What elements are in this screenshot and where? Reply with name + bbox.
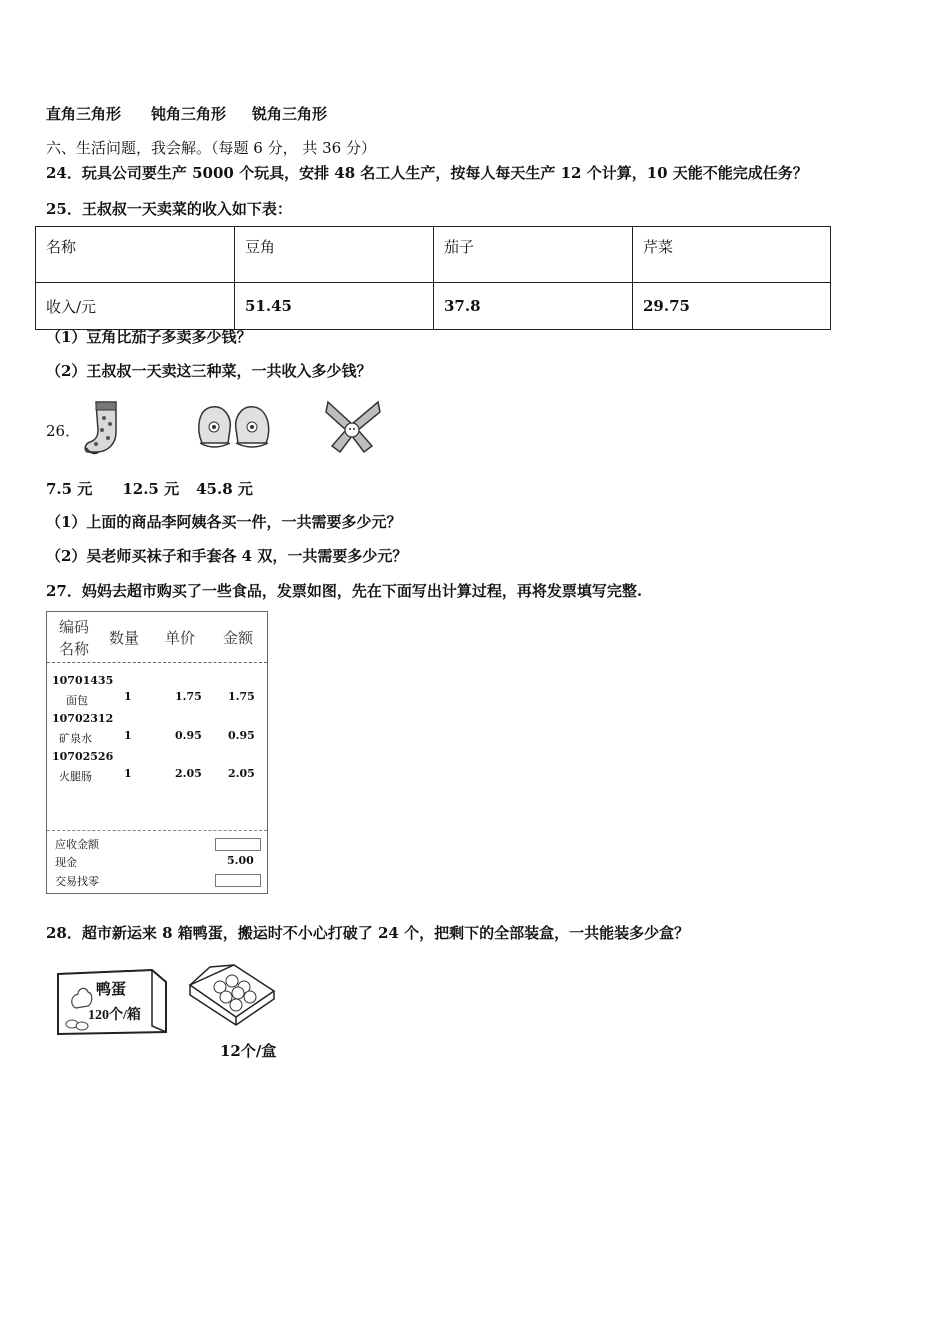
- receipt-item-code: 10701435: [52, 674, 114, 687]
- question-26-part-2: （2）吴老师买袜子和手套各 4 双，一共需要多少元？: [46, 547, 408, 565]
- question-25-part-2: （2）王叔叔一天卖这三种菜，一共收入多少钱？: [46, 362, 372, 380]
- receipt-item-name: 面包: [66, 694, 88, 707]
- egg-box-title: 鸭蛋: [96, 982, 127, 998]
- egg-carton-image: [186, 961, 278, 1027]
- receipt-due-blank[interactable]: [215, 838, 261, 851]
- receipt-change-blank[interactable]: [215, 874, 261, 887]
- egg-box-drawing: [52, 966, 170, 1038]
- receipt-item-name: 矿泉水: [59, 732, 92, 745]
- receipt-header-qty: 数量: [109, 629, 140, 647]
- question-28: 28．超市新运来 8 箱鸭蛋，搬运时不小心打破了 24 个，把剩下的全部装盒，一共能装多少盒？: [46, 924, 690, 942]
- receipt-item-qty: 1: [124, 690, 132, 703]
- table-cell: 名称: [36, 227, 235, 283]
- sock-image: [82, 398, 132, 456]
- table-cell: 收入/元: [36, 283, 235, 330]
- question-26-part-1: （1）上面的商品李阿姨各买一件，一共需要多少元？: [46, 513, 402, 531]
- receipt-item-price: 2.05: [175, 767, 202, 780]
- receipt-divider: [47, 830, 267, 831]
- section-6-heading: 六、生活问题，我会解。（每题 6 分， 共 36 分）: [46, 139, 376, 157]
- receipt-item-code: 10702312: [52, 712, 114, 725]
- scarf-price: 45.8 元: [196, 480, 253, 498]
- mittens-price: 12.5 元: [122, 480, 180, 498]
- table-cell: 37.8: [434, 283, 633, 330]
- question-26: 26．: [46, 422, 81, 440]
- receipt-header-amount: 金额: [223, 629, 254, 647]
- income-table: [35, 226, 831, 330]
- receipt-due-label: 应收金额: [55, 838, 99, 851]
- table-cell: 芹菜: [633, 227, 831, 283]
- receipt: [46, 611, 268, 894]
- table-row: [36, 283, 831, 330]
- receipt-item-name: 火腿肠: [59, 770, 92, 783]
- question-25: 25．王叔叔一天卖菜的收入如下表：: [46, 200, 292, 218]
- question-27: 27．妈妈去超市购买了一些食品，发票如图，先在下面写出计算过程，再将发票填写完整.: [46, 582, 643, 600]
- receipt-item-amount: 1.75: [228, 690, 255, 703]
- receipt-cash-value: 5.00: [227, 854, 254, 867]
- receipt-item-amount: 2.05: [228, 767, 255, 780]
- receipt-header-name: 名称: [59, 640, 90, 658]
- acute-triangle-label: 锐角三角形: [252, 105, 328, 123]
- prices-line: [46, 478, 253, 499]
- question-24: 24．玩具公司要生产 5000 个玩具，安排 48 名工人生产，按每人每天生产 12 个计算，10 天能不能完成任务？: [46, 164, 808, 182]
- table-cell: 豆角: [235, 227, 434, 283]
- sock-price: 7.5 元: [46, 480, 93, 498]
- right-triangle-label: 直角三角形: [46, 105, 122, 123]
- table-header-row: [36, 227, 831, 283]
- triangle-types-line: [46, 103, 327, 124]
- receipt-change-label: 交易找零: [55, 875, 99, 888]
- receipt-item-price: 1.75: [175, 690, 202, 703]
- table-cell: 茄子: [434, 227, 633, 283]
- mittens-image: [194, 399, 274, 455]
- obtuse-triangle-label: 钝角三角形: [151, 105, 227, 123]
- receipt-item-qty: 1: [124, 729, 132, 742]
- question-25-part-1: （1）豆角比茄子多卖多少钱？: [46, 328, 252, 346]
- egg-carton-label: 12个/盒: [220, 1042, 277, 1060]
- receipt-item-price: 0.95: [175, 729, 202, 742]
- table-cell: 29.75: [633, 283, 831, 330]
- receipt-item-amount: 0.95: [228, 729, 255, 742]
- scarf-image: [322, 396, 384, 454]
- receipt-item-qty: 1: [124, 767, 132, 780]
- receipt-item-code: 10702526: [52, 750, 114, 763]
- table-cell: 51.45: [235, 283, 434, 330]
- receipt-cash-label: 现金: [55, 856, 77, 869]
- egg-box-image: [52, 966, 170, 1038]
- egg-box-label: 120个/箱: [88, 1008, 141, 1023]
- receipt-header-price: 单价: [165, 629, 196, 647]
- receipt-header-code: 编码: [59, 618, 90, 636]
- receipt-divider: [47, 662, 267, 663]
